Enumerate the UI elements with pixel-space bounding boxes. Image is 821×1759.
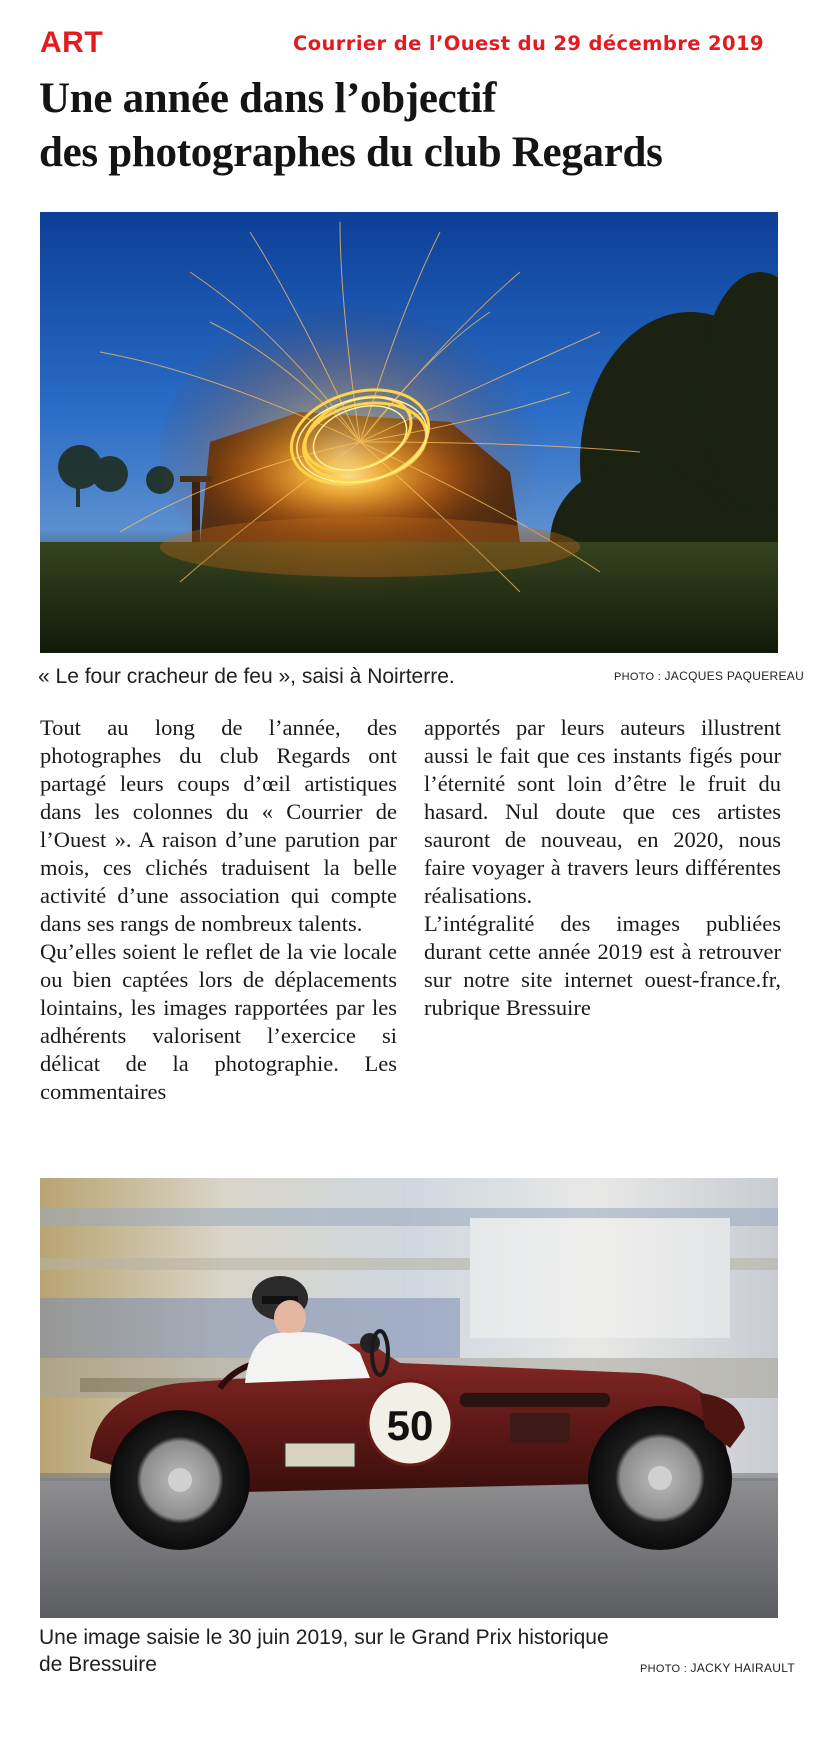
photo-fire-oven [40, 212, 778, 653]
col2-paragraph-2: L’intégralité des images publiées durant cette année 2019 est à retrouver sur notre site internet ouest-france.fr, rubrique Bressuire [424, 911, 781, 1020]
race-car-illustration [40, 1178, 778, 1618]
article-column-2 [424, 714, 781, 1022]
article-headline [39, 72, 799, 180]
photo2-credit-prefix: PHOTO : [640, 1663, 688, 1675]
col2-paragraph-1: apportés par leurs auteurs illustrent aussi le fait que ces instants figés pour l’éternité sont loin d’être le fruit du hasard. Nul doute que ces artistes sauront de nouveau, en 2020, nous faire voyager à travers leurs différentes réalisations. [424, 715, 781, 908]
col1-paragraph-1: Tout au long de l’année, des photographes du club Regards ont partagé leurs coups d’œil artistiques dans les colonnes du « Courrier de l’Ouest ». A raison d’une parution par mois, ces clichés traduisent la belle activité d’une association qui compte dans ses rangs de nombreux talents. [40, 715, 397, 936]
col1-paragraph-2: Qu’elles soient le reflet de la vie locale ou bien captées lors de déplacements lointains, les images rapportées par les adhérents valorisent l’exercice si délicat de la photographie. Les commentaires [40, 939, 397, 1104]
photo1-credit-name: JACQUES PAQUEREAU [664, 669, 805, 683]
race-number: 50 [386, 1402, 434, 1449]
publication-source: Courrier de l’Ouest du 29 décembre 2019 [293, 32, 764, 55]
photo2-caption-line-2: de Bressuire [39, 1653, 157, 1676]
fire-oven-illustration [40, 212, 778, 653]
article-column-1 [40, 714, 397, 1106]
photo1-credit [614, 669, 804, 683]
photo2-credit [640, 1661, 795, 1675]
photo-race-car [40, 1178, 778, 1618]
photo2-caption [39, 1624, 609, 1678]
section-label: ART [40, 26, 104, 59]
photo2-credit-name: JACKY HAIRAULT [690, 1661, 795, 1675]
photo1-credit-prefix: PHOTO : [614, 671, 662, 683]
headline-line-2: des photographes du club Regards [39, 129, 663, 176]
photo2-caption-line-1: Une image saisie le 30 juin 2019, sur le Grand Prix historique [39, 1626, 609, 1649]
photo1-caption: « Le four cracheur de feu », saisi à Noirterre. [38, 665, 455, 688]
headline-line-1: Une année dans l’objectif [39, 75, 497, 122]
